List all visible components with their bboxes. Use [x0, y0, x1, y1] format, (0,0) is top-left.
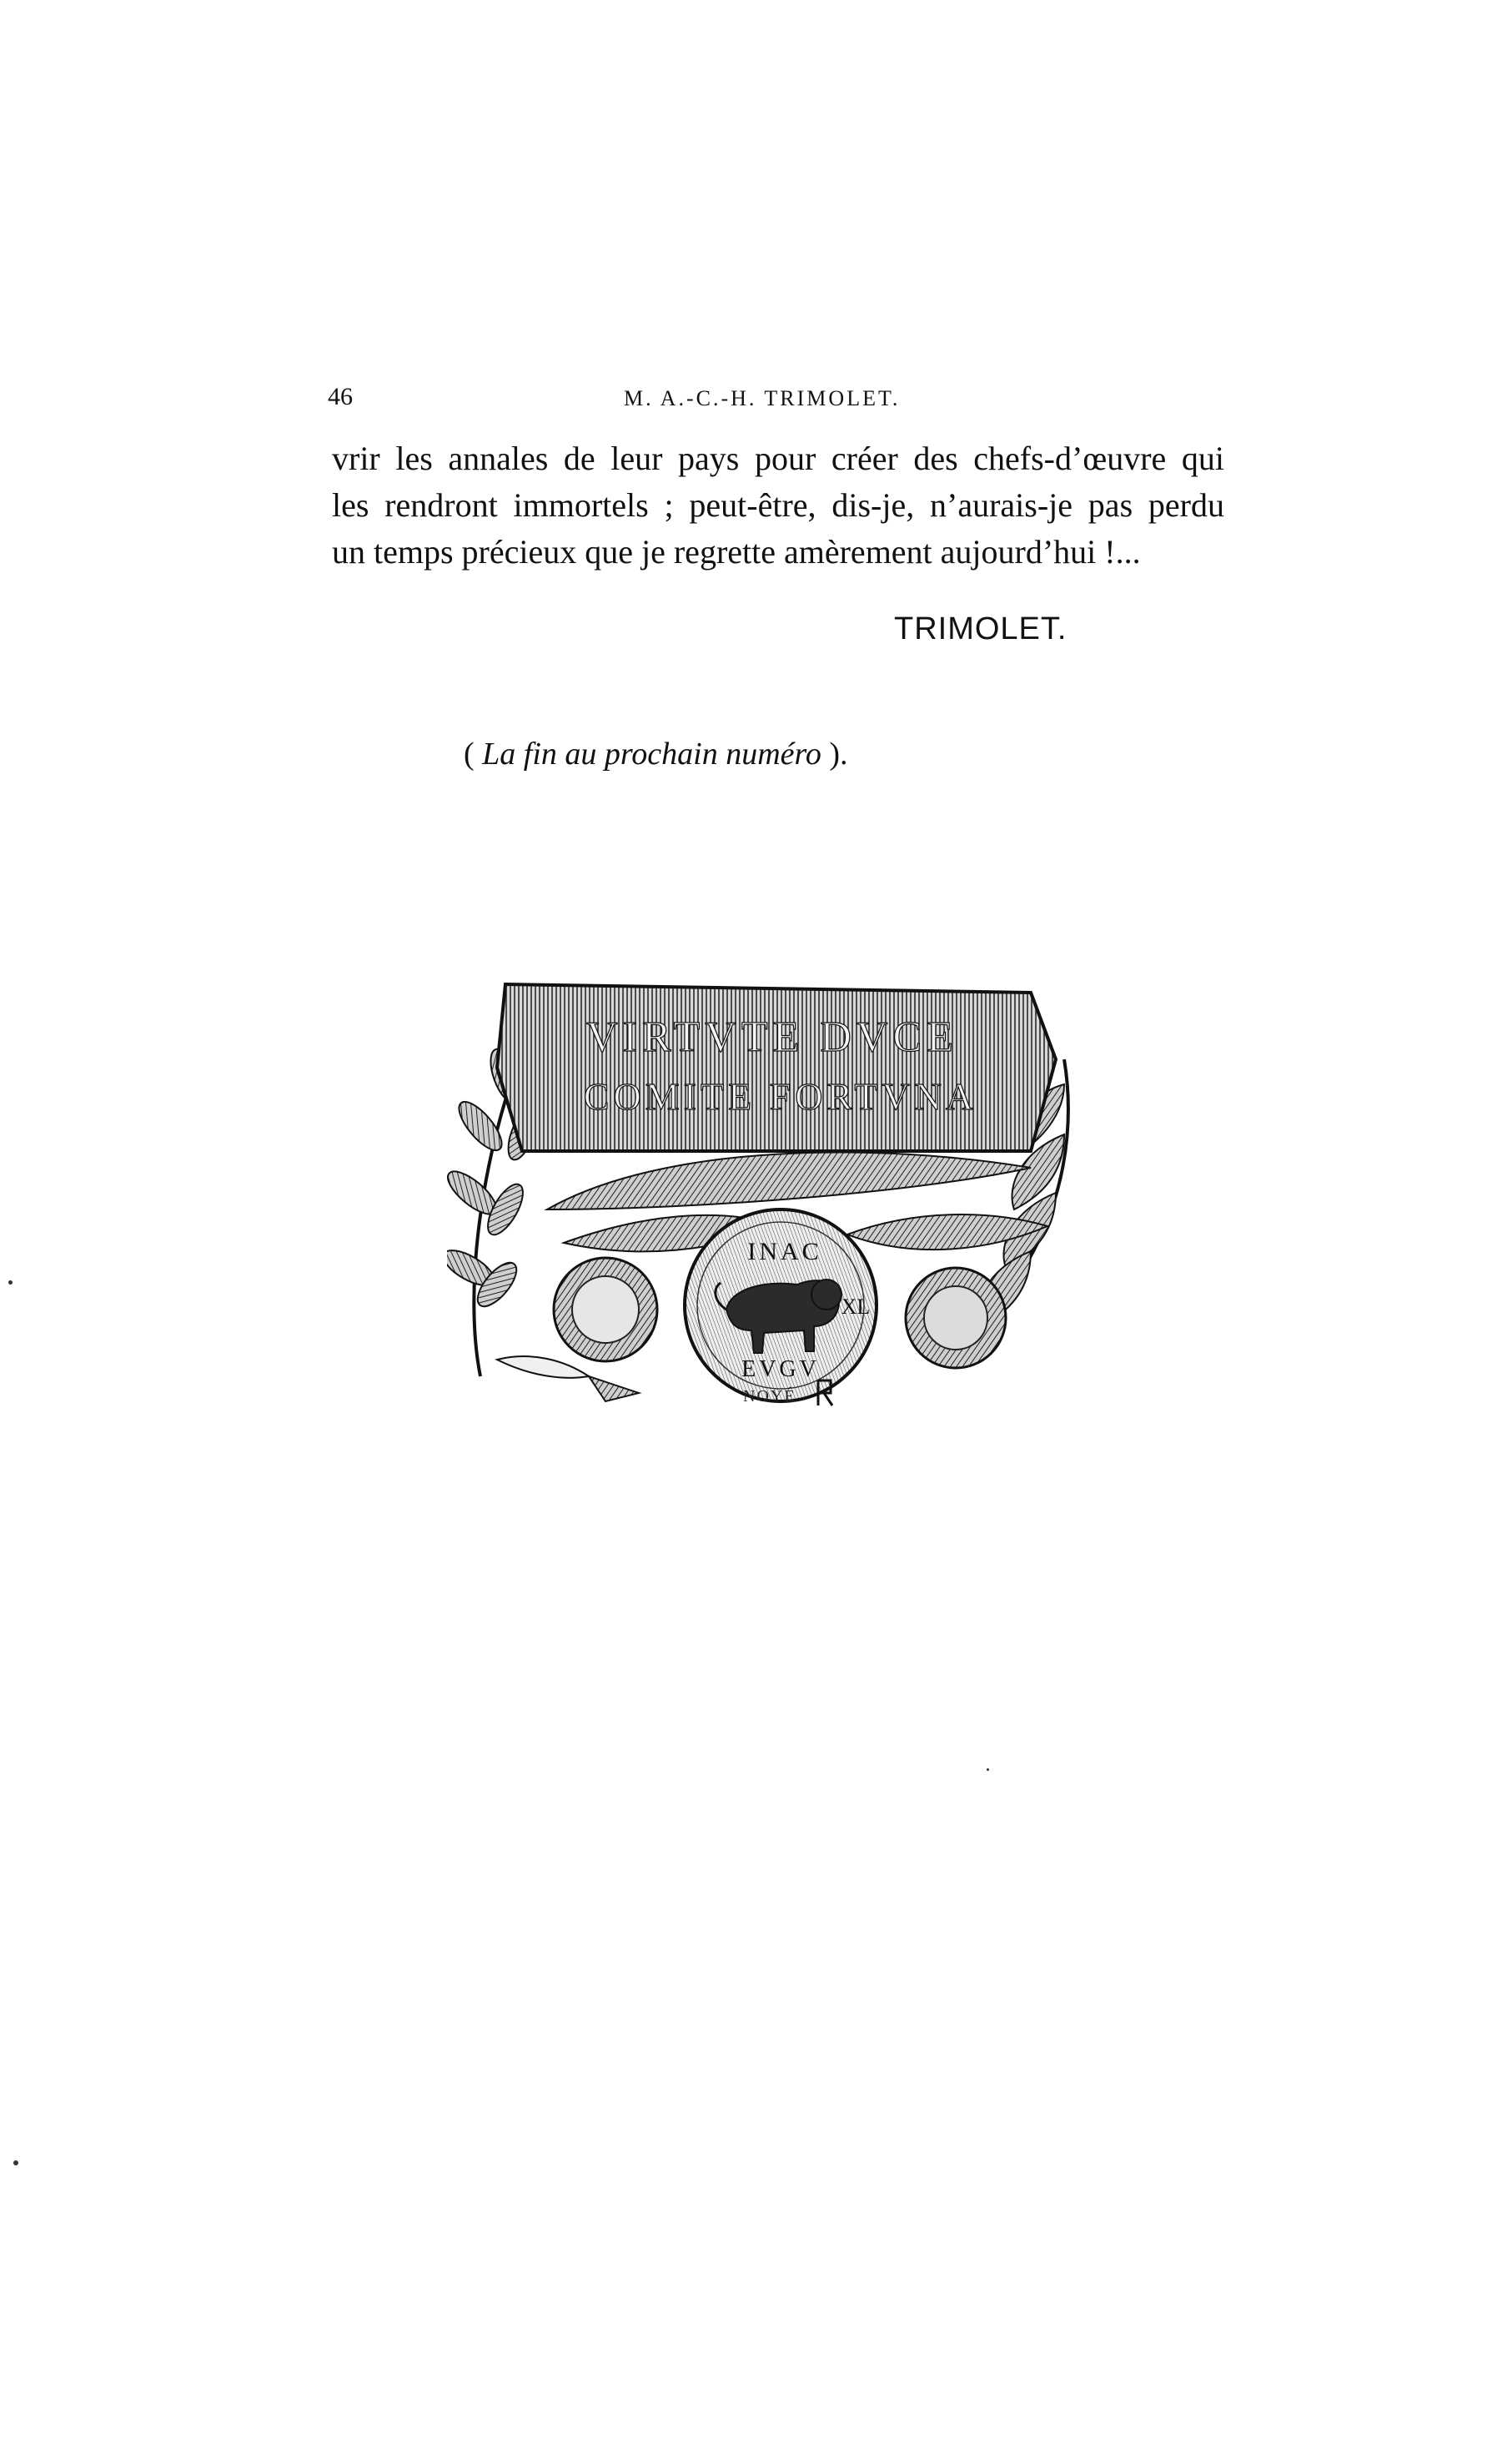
inscribed-tablet	[497, 984, 1056, 1151]
tablet-line-1: VIRTVTE DVCE	[586, 1013, 958, 1061]
body-line: un temps précieux que je regrette amèrement aujourd’hui !...	[332, 533, 1141, 571]
small-coin-left-icon	[554, 1258, 657, 1361]
page-number: 46	[328, 383, 353, 410]
tablet-line-2: COMITE FORTVNA	[583, 1075, 978, 1118]
body-text	[332, 435, 1224, 576]
paper-speck	[13, 2160, 18, 2165]
ribbon-icon	[497, 1356, 639, 1401]
body-line: vrir les annales de leur pays pour créer des chefs-d’œuvre qui	[332, 440, 1224, 477]
coin-side-legend: XL	[841, 1295, 871, 1319]
body-line: les rendront immortels ; peut-être, dis-je, n’aurais-je pas perdu	[332, 486, 1224, 524]
coin-top-legend: INAC	[747, 1238, 822, 1265]
engraved-vignette	[447, 959, 1114, 1410]
continuation-note	[464, 736, 848, 772]
continuation-open: (	[464, 737, 483, 772]
small-coin-right-icon	[906, 1268, 1006, 1368]
author-signature: TRIMOLET.	[894, 611, 1067, 646]
running-head: M. A.-C.-H. TRIMOLET.	[624, 386, 901, 410]
continuation-close: ).	[821, 737, 848, 772]
central-coin	[685, 1209, 877, 1401]
paper-speck	[8, 1280, 13, 1285]
engraver-signature: NOYÉ	[743, 1387, 796, 1405]
continuation-italic: La fin au prochain numéro	[482, 737, 821, 772]
paper-speck	[987, 1768, 989, 1771]
coin-bottom-legend: EVGV	[741, 1356, 820, 1382]
